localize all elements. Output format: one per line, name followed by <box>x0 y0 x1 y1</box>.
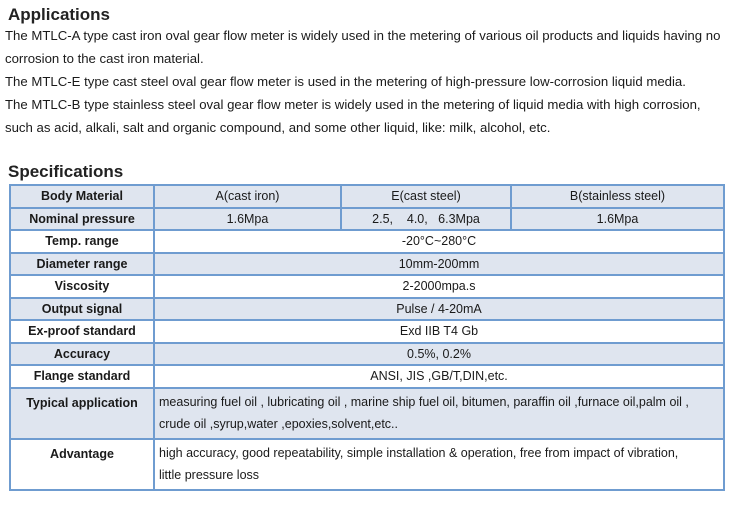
table-row-nominal-pressure <box>10 208 724 231</box>
applications-line: The MTLC-B type stainless steel oval gear flow meter is widely used in the metering of liquid media with high corrosion, <box>5 97 701 112</box>
row-label: Typical application <box>10 388 154 439</box>
row-label: Nominal pressure <box>10 208 154 231</box>
row-label: Output signal <box>10 298 154 321</box>
cell-value: 1.6Mpa <box>154 208 341 231</box>
applications-line: The MTLC-A type cast iron oval gear flow meter is widely used in the metering of various oil products and liquids having no <box>5 28 721 43</box>
table-row-output-signal <box>10 298 724 321</box>
cell-value: 0.5%, 0.2% <box>154 343 724 366</box>
cell-value: 1.6Mpa <box>511 208 724 231</box>
applications-line: such as acid, alkali, salt and organic compound, and some other liquid, like: milk, alcohol, etc. <box>5 120 551 135</box>
cell-value <box>154 388 724 439</box>
cell-line: little pressure loss <box>159 468 260 482</box>
cell-line: high accuracy, good repeatability, simple installation & operation, free from impact of vibration, <box>159 445 679 460</box>
cell-line: measuring fuel oil , lubricating oil , marine ship fuel oil, bitumen, paraffin oil ,furnace oil,palm oil , <box>159 394 689 409</box>
cell-value: 2-2000mpa.s <box>154 275 724 298</box>
table-row-advantage <box>10 439 724 490</box>
cell-value: 2.5, 4.0, 6.3Mpa <box>341 208 511 231</box>
applications-line: corrosion to the cast iron material. <box>5 51 204 66</box>
header-body-material: Body Material <box>10 185 154 208</box>
row-label: Ex-proof standard <box>10 320 154 343</box>
row-label: Advantage <box>10 439 154 490</box>
table-row-viscosity <box>10 275 724 298</box>
cell-value: Pulse / 4-20mA <box>154 298 724 321</box>
cell-value: 10mm-200mm <box>154 253 724 276</box>
row-label: Accuracy <box>10 343 154 366</box>
row-label: Temp. range <box>10 230 154 253</box>
table-row-diameter-range <box>10 253 724 276</box>
header-stainless-steel: B(stainless steel) <box>511 185 724 208</box>
applications-line: The MTLC-E type cast steel oval gear flow meter is used in the metering of high-pressure low-corrosion liquid media. <box>5 74 686 89</box>
table-row-header <box>10 185 724 208</box>
row-label: Flange standard <box>10 365 154 388</box>
cell-value: Exd IIB T4 Gb <box>154 320 724 343</box>
header-cast-steel: E(cast steel) <box>341 185 511 208</box>
table-row-temp-range <box>10 230 724 253</box>
cell-value <box>154 439 724 490</box>
row-label: Viscosity <box>10 275 154 298</box>
specifications-heading: Specifications <box>8 162 124 181</box>
cell-value: -20°C~280°C <box>154 230 724 253</box>
row-label: Diameter range <box>10 253 154 276</box>
table-row-typical-application <box>10 388 724 439</box>
applications-text <box>5 24 753 139</box>
table-row-ex-proof <box>10 320 724 343</box>
applications-heading: Applications <box>8 5 111 24</box>
table-row-accuracy <box>10 343 724 366</box>
cell-value: ANSI, JIS ,GB/T,DIN,etc. <box>154 365 724 388</box>
cell-line: crude oil ,syrup,water ,epoxies,solvent,etc.. <box>159 417 399 431</box>
table-row-flange <box>10 365 724 388</box>
specifications-table <box>9 184 725 491</box>
header-cast-iron: A(cast iron) <box>154 185 341 208</box>
